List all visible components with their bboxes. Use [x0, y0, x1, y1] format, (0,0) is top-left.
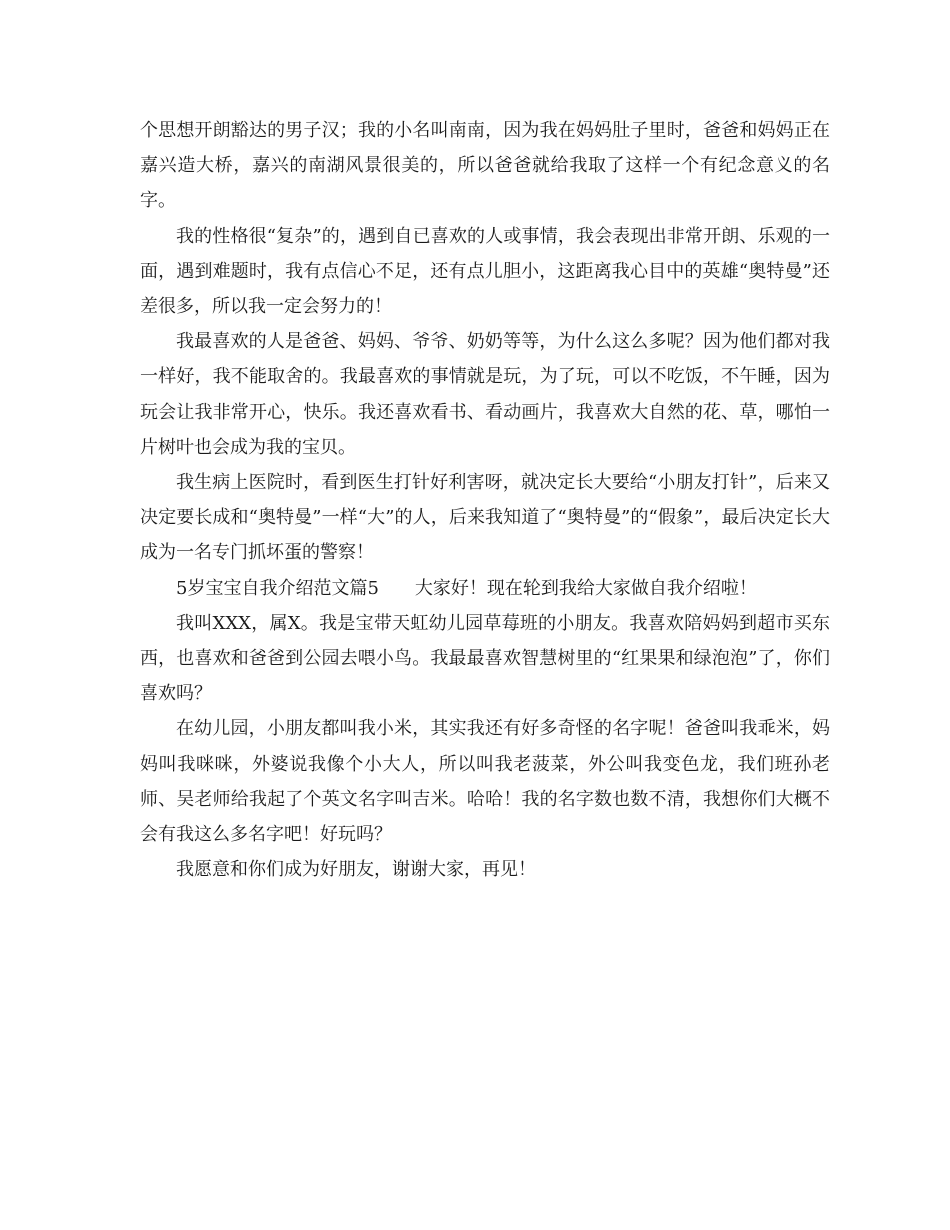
paragraph-2: 我的性格很“复杂”的，遇到自已喜欢的人或事情，我会表现出非常开朗、乐观的一面，遇到难题时，我有点信心不足，还有点儿胆小，这距离我心目中的英雄“奥特曼”还差很多，所以我一定会努力的！ — [140, 225, 830, 318]
section-opening: 大家好！现在轮到我给大家做自我介绍啦！ — [414, 577, 757, 599]
paragraph-7: 在幼儿园，小朋友都叫我小米，其实我还有好多奇怪的名字呢！爸爸叫我乖米，妈妈叫我咪咪，外婆说我像个小大人，所以叫我老菠菜，外公叫我变色龙，我们班孙老师、吴老师给我起了个英文名字叫吉米。哈哈！我的名字数也数不清，我想你们大概不会有我这么多名字吧！好玩吗？ — [140, 718, 830, 846]
paragraph-5 — [140, 571, 830, 606]
document-body — [140, 113, 830, 887]
paragraph-6: 我叫XXX，属X。我是宝带天虹幼儿园草莓班的小朋友。我喜欢陪妈妈到超市买东西，也喜欢和爸爸到公园去喂小鸟。我最最喜欢智慧树里的“红果果和绿泡泡”了，你们喜欢吗？ — [140, 612, 830, 705]
section-heading: 5岁宝宝自我介绍范文篇5 — [176, 577, 379, 599]
paragraph-4: 我生病上医院时，看到医生打针好利害呀，就决定长大要给“小朋友打针”，后来又决定要长成和“奥特曼”一样“大”的人，后来我知道了“奥特曼”的“假象”，最后决定长大成为一名专门抓坏蛋的警察！ — [140, 472, 830, 564]
paragraph-1: 个思想开朗豁达的男子汉；我的小名叫南南，因为我在妈妈肚子里时，爸爸和妈妈正在嘉兴造大桥，嘉兴的南湖风景很美的，所以爸爸就给我取了这样一个有纪念意义的名字。 — [140, 120, 830, 212]
paragraph-8: 我愿意和你们成为好朋友，谢谢大家，再见！ — [176, 859, 536, 881]
paragraph-3: 我最喜欢的人是爸爸、妈妈、爷爷、奶奶等等，为什么这么多呢？因为他们都对我一样好，我不能取舍的。我最喜欢的事情就是玩，为了玩，可以不吃饭，不午睡，因为玩会让我非常开心，快乐。我还喜欢看书、看动画片，我喜欢大自然的花、草，哪怕一片树叶也会成为我的宝贝。 — [140, 331, 830, 458]
